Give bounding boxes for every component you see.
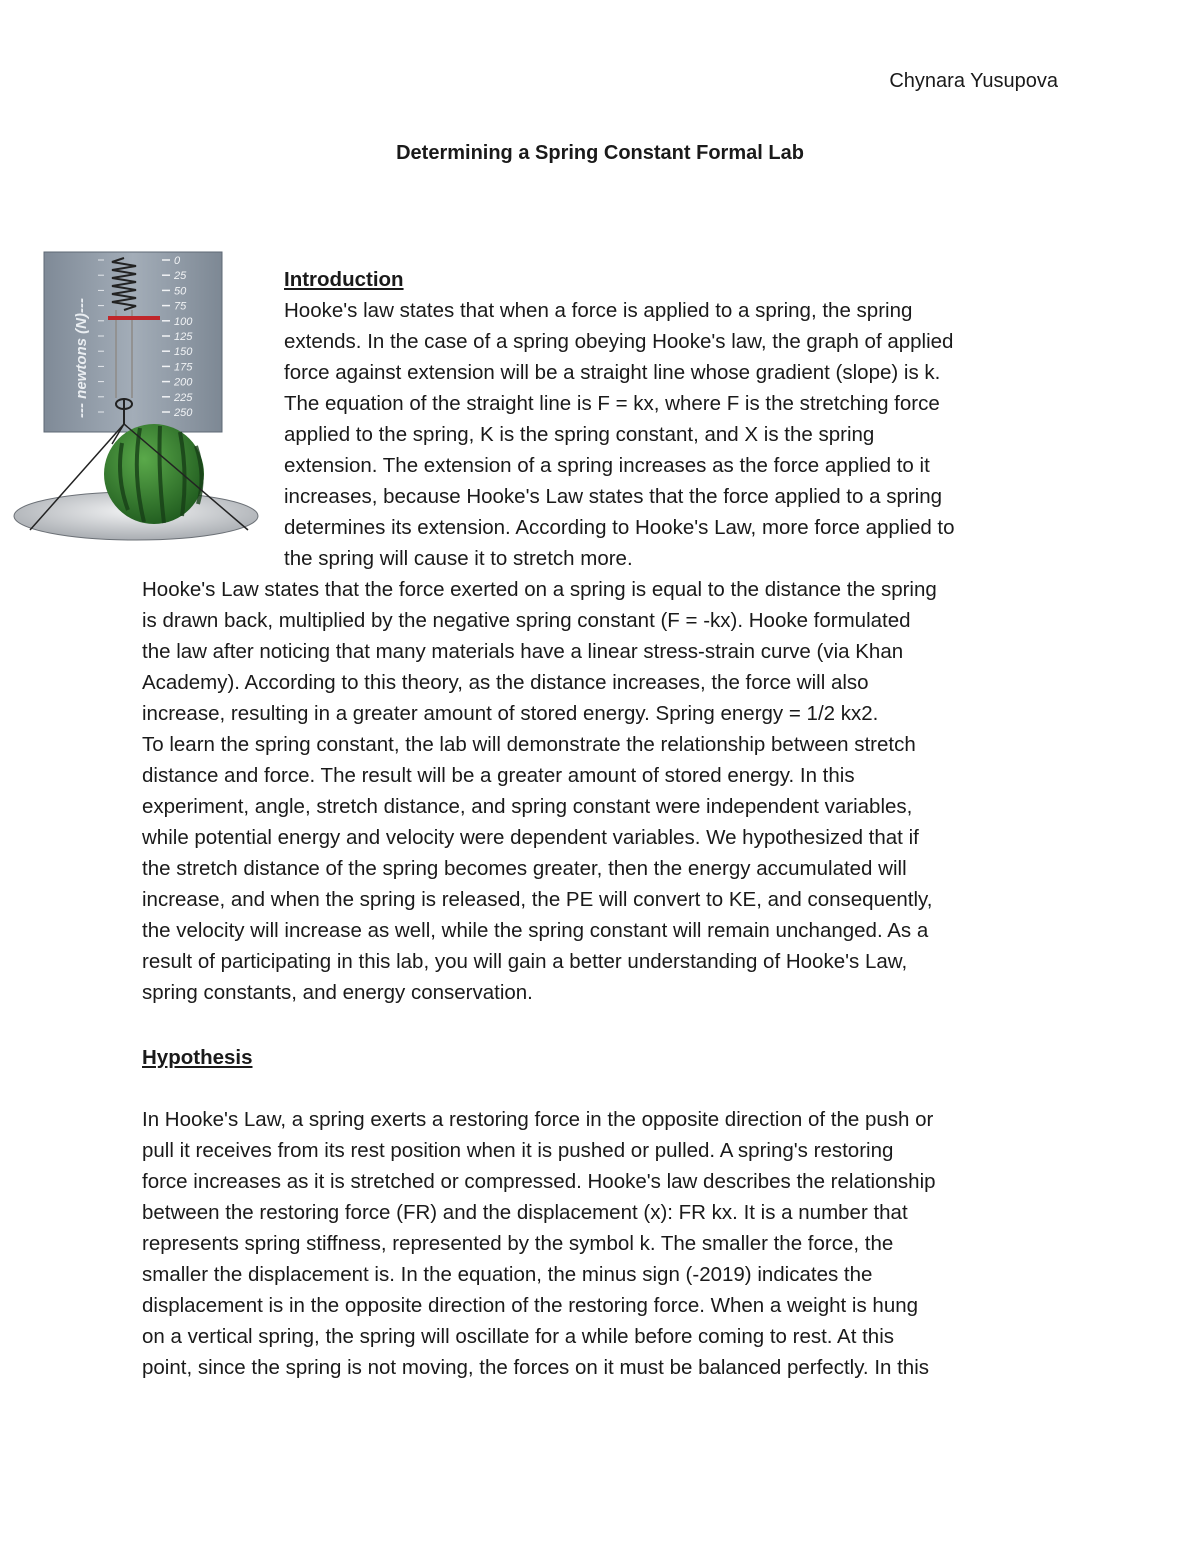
text-line: is drawn back, multiplied by the negative spring constant (F = -kx). Hooke formulated: [142, 609, 911, 632]
text-line: the stretch distance of the spring becomes greater, then the energy accumulated will: [142, 857, 907, 880]
scale-tick-label: 125: [174, 331, 193, 343]
text-line: determines its extension. According to Hooke's Law, more force applied to: [284, 516, 955, 539]
force-indicator-marker: [108, 316, 160, 320]
text-line: increase, resulting in a greater amount of stored energy. Spring energy = 1/2 kx2.: [142, 702, 879, 725]
scale-tick-label: 0: [174, 255, 181, 267]
text-line: experiment, angle, stretch distance, and spring constant were independent variables,: [142, 795, 913, 818]
text-line: smaller the displacement is. In the equation, the minus sign (-2019) indicates the: [142, 1263, 873, 1286]
text-line: To learn the spring constant, the lab will demonstrate the relationship between stretch: [142, 733, 916, 756]
introduction-continued: [142, 574, 1072, 1008]
scale-tick-label: 225: [174, 391, 193, 404]
scale-tick-label: 150: [174, 346, 193, 359]
scale-tick-label: 100: [174, 315, 193, 328]
scale-tick-label: 250: [174, 407, 193, 419]
text-line: represents spring stiffness, represented by the symbol k. The smaller the force, the: [142, 1232, 894, 1255]
introduction-continued-paragraph: [142, 574, 1072, 1008]
scale-tick-label: 25: [174, 270, 187, 283]
hypothesis-section: [142, 1042, 1072, 1383]
text-line: The equation of the straight line is F = kx, where F is the stretching force: [284, 392, 940, 415]
text-line: Hooke's law states that when a force is applied to a spring, the spring: [284, 299, 913, 322]
text-line: result of participating in this lab, you will gain a better understanding of Hooke's Law,: [142, 950, 908, 973]
introduction-section: [284, 264, 1074, 574]
scale-tick-label: 50: [174, 285, 187, 298]
text-line: between the restoring force (FR) and the displacement (x): FR kx. It is a number that: [142, 1201, 908, 1224]
spring-scale-illustration: [12, 248, 270, 548]
introduction-heading: Introduction: [284, 268, 404, 291]
scale-tick-label: 175: [174, 361, 193, 374]
text-line: applied to the spring, K is the spring constant, and X is the spring: [284, 423, 875, 446]
author-name: Chynara Yusupova: [889, 70, 1058, 92]
text-line: the velocity will increase as well, while the spring constant will remain unchanged. As a: [142, 919, 929, 942]
text-line: displacement is in the opposite direction of the restoring force. When a weight is hung: [142, 1294, 919, 1317]
text-line: Academy). According to this theory, as the distance increases, the force will also: [142, 671, 869, 694]
text-line: In Hooke's Law, a spring exerts a restoring force in the opposite direction of the push or: [142, 1108, 934, 1131]
introduction-paragraph: [284, 295, 1074, 574]
text-line: spring constants, and energy conservation.: [142, 981, 533, 1004]
text-line: the law after noticing that many materials have a linear stress-strain curve (via Khan: [142, 640, 904, 663]
text-line: extension. The extension of a spring increases as the force applied to it: [284, 454, 930, 477]
document-title: Determining a Spring Constant Formal Lab: [396, 142, 804, 164]
scale-tick-label: 200: [174, 376, 193, 389]
text-line: extends. In the case of a spring obeying Hooke's law, the graph of applied: [284, 330, 954, 353]
scale-axis-label: --- newtons (N)---: [73, 298, 90, 418]
text-line: increase, and when the spring is released, the PE will convert to KE, and consequently,: [142, 888, 933, 911]
text-line: pull it receives from its rest position when it is pushed or pulled. A spring's restoring: [142, 1139, 894, 1162]
text-line: while potential energy and velocity were dependent variables. We hypothesized that if: [142, 826, 919, 849]
text-line: on a vertical spring, the spring will oscillate for a while before coming to rest. At this: [142, 1325, 895, 1348]
text-line: force increases as it is stretched or compressed. Hooke's law describes the relationship: [142, 1170, 936, 1193]
text-line: point, since the spring is not moving, the forces on it must be balanced perfectly. In this: [142, 1356, 930, 1379]
text-line: the spring will cause it to stretch more.: [284, 547, 633, 570]
text-line: force against extension will be a straight line whose gradient (slope) is k.: [284, 361, 941, 384]
hypothesis-heading: Hypothesis: [142, 1046, 253, 1069]
text-line: increases, because Hooke's Law states that the force applied to a spring: [284, 485, 943, 508]
text-line: Hooke's Law states that the force exerted on a spring is equal to the distance the spring: [142, 578, 937, 601]
text-line: distance and force. The result will be a greater amount of stored energy. In this: [142, 764, 855, 787]
hypothesis-paragraph: [142, 1104, 1072, 1383]
scale-tick-label: 75: [174, 300, 187, 313]
